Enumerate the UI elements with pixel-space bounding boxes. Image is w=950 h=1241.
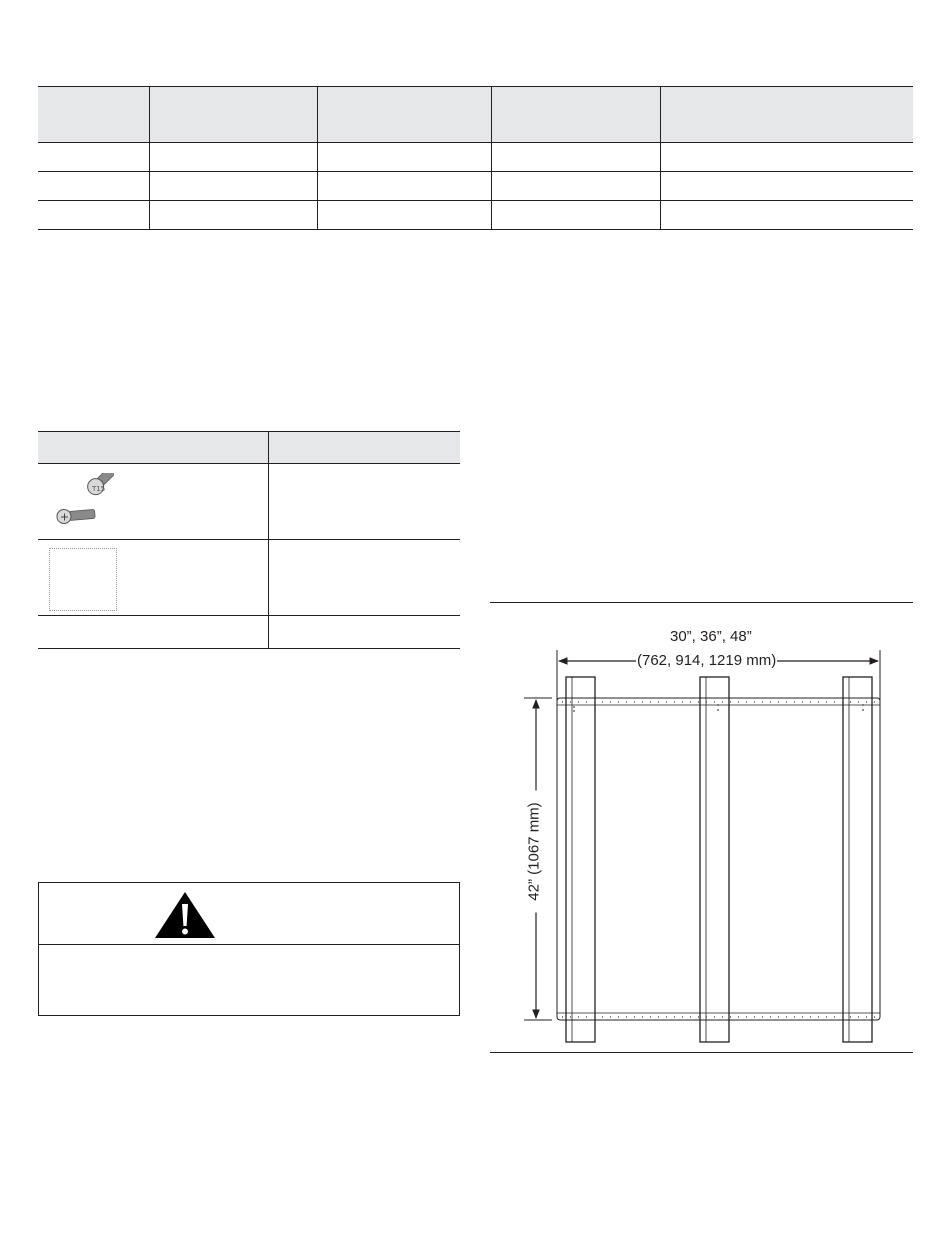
column-divider xyxy=(491,86,492,229)
width-dimension-label-line1: 30”, 36”, 48” xyxy=(670,628,752,645)
column-divider xyxy=(268,431,269,649)
table-row xyxy=(38,463,460,540)
table-row xyxy=(38,615,460,649)
warning-triangle-icon xyxy=(153,890,217,940)
figure-bottom-rule xyxy=(490,1052,913,1053)
spec-table-header xyxy=(38,86,913,143)
blank-part-placeholder xyxy=(49,548,117,611)
table-row xyxy=(38,142,913,172)
warning-divider xyxy=(39,944,459,945)
column-divider xyxy=(660,86,661,229)
hardware-table-header xyxy=(38,431,460,464)
warning-box xyxy=(38,882,460,1016)
svg-text:T15: T15 xyxy=(92,485,106,493)
height-dimension-label: 42” (1067 mm) xyxy=(526,791,543,913)
figure-top-rule xyxy=(490,602,913,603)
hardware-table xyxy=(38,431,460,649)
column-divider xyxy=(149,86,150,229)
width-dimension-label-line2: (762, 914, 1219 mm) xyxy=(637,652,777,669)
screws-icon xyxy=(52,473,114,531)
dimension-diagram xyxy=(490,610,913,1050)
column-divider xyxy=(317,86,318,229)
table-row xyxy=(38,171,913,201)
table-row xyxy=(38,200,913,230)
